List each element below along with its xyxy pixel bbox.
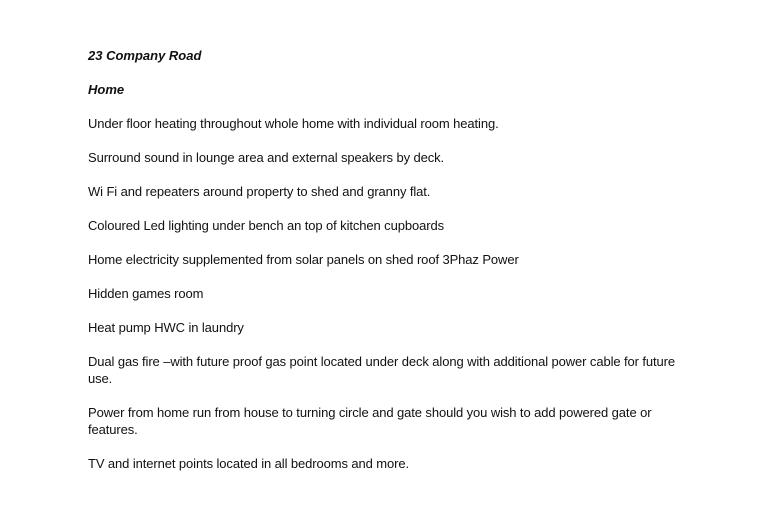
address-heading: 23 Company Road	[88, 48, 202, 63]
paragraph-led-lighting: Coloured Led lighting under bench an top of kitchen cupboards	[88, 218, 444, 233]
paragraph-tv-internet: TV and internet points located in all bedrooms and more.	[88, 456, 410, 471]
paragraph-solar-power: Home electricity supplemented from solar panels on shed roof 3Phaz Power	[88, 252, 519, 267]
paragraph-wifi: Wi Fi and repeaters around property to shed and granny flat.	[88, 184, 431, 199]
paragraph-surround-sound: Surround sound in lounge area and external speakers by deck.	[88, 150, 445, 165]
document-page	[88, 47, 688, 489]
paragraph-heat-pump: Heat pump HWC in laundry	[88, 320, 244, 335]
section-heading: Home	[88, 82, 125, 97]
paragraph-power-gate: Power from home run from house to turning circle and gate should you wish to add powered gate or features.	[88, 405, 652, 437]
paragraph-games-room: Hidden games room	[88, 286, 204, 301]
paragraph-gas-fire: Dual gas fire –with future proof gas point located under deck along with additional power cable for future use.	[88, 354, 676, 386]
paragraph-underfloor-heating: Under floor heating throughout whole home with individual room heating.	[88, 116, 499, 131]
